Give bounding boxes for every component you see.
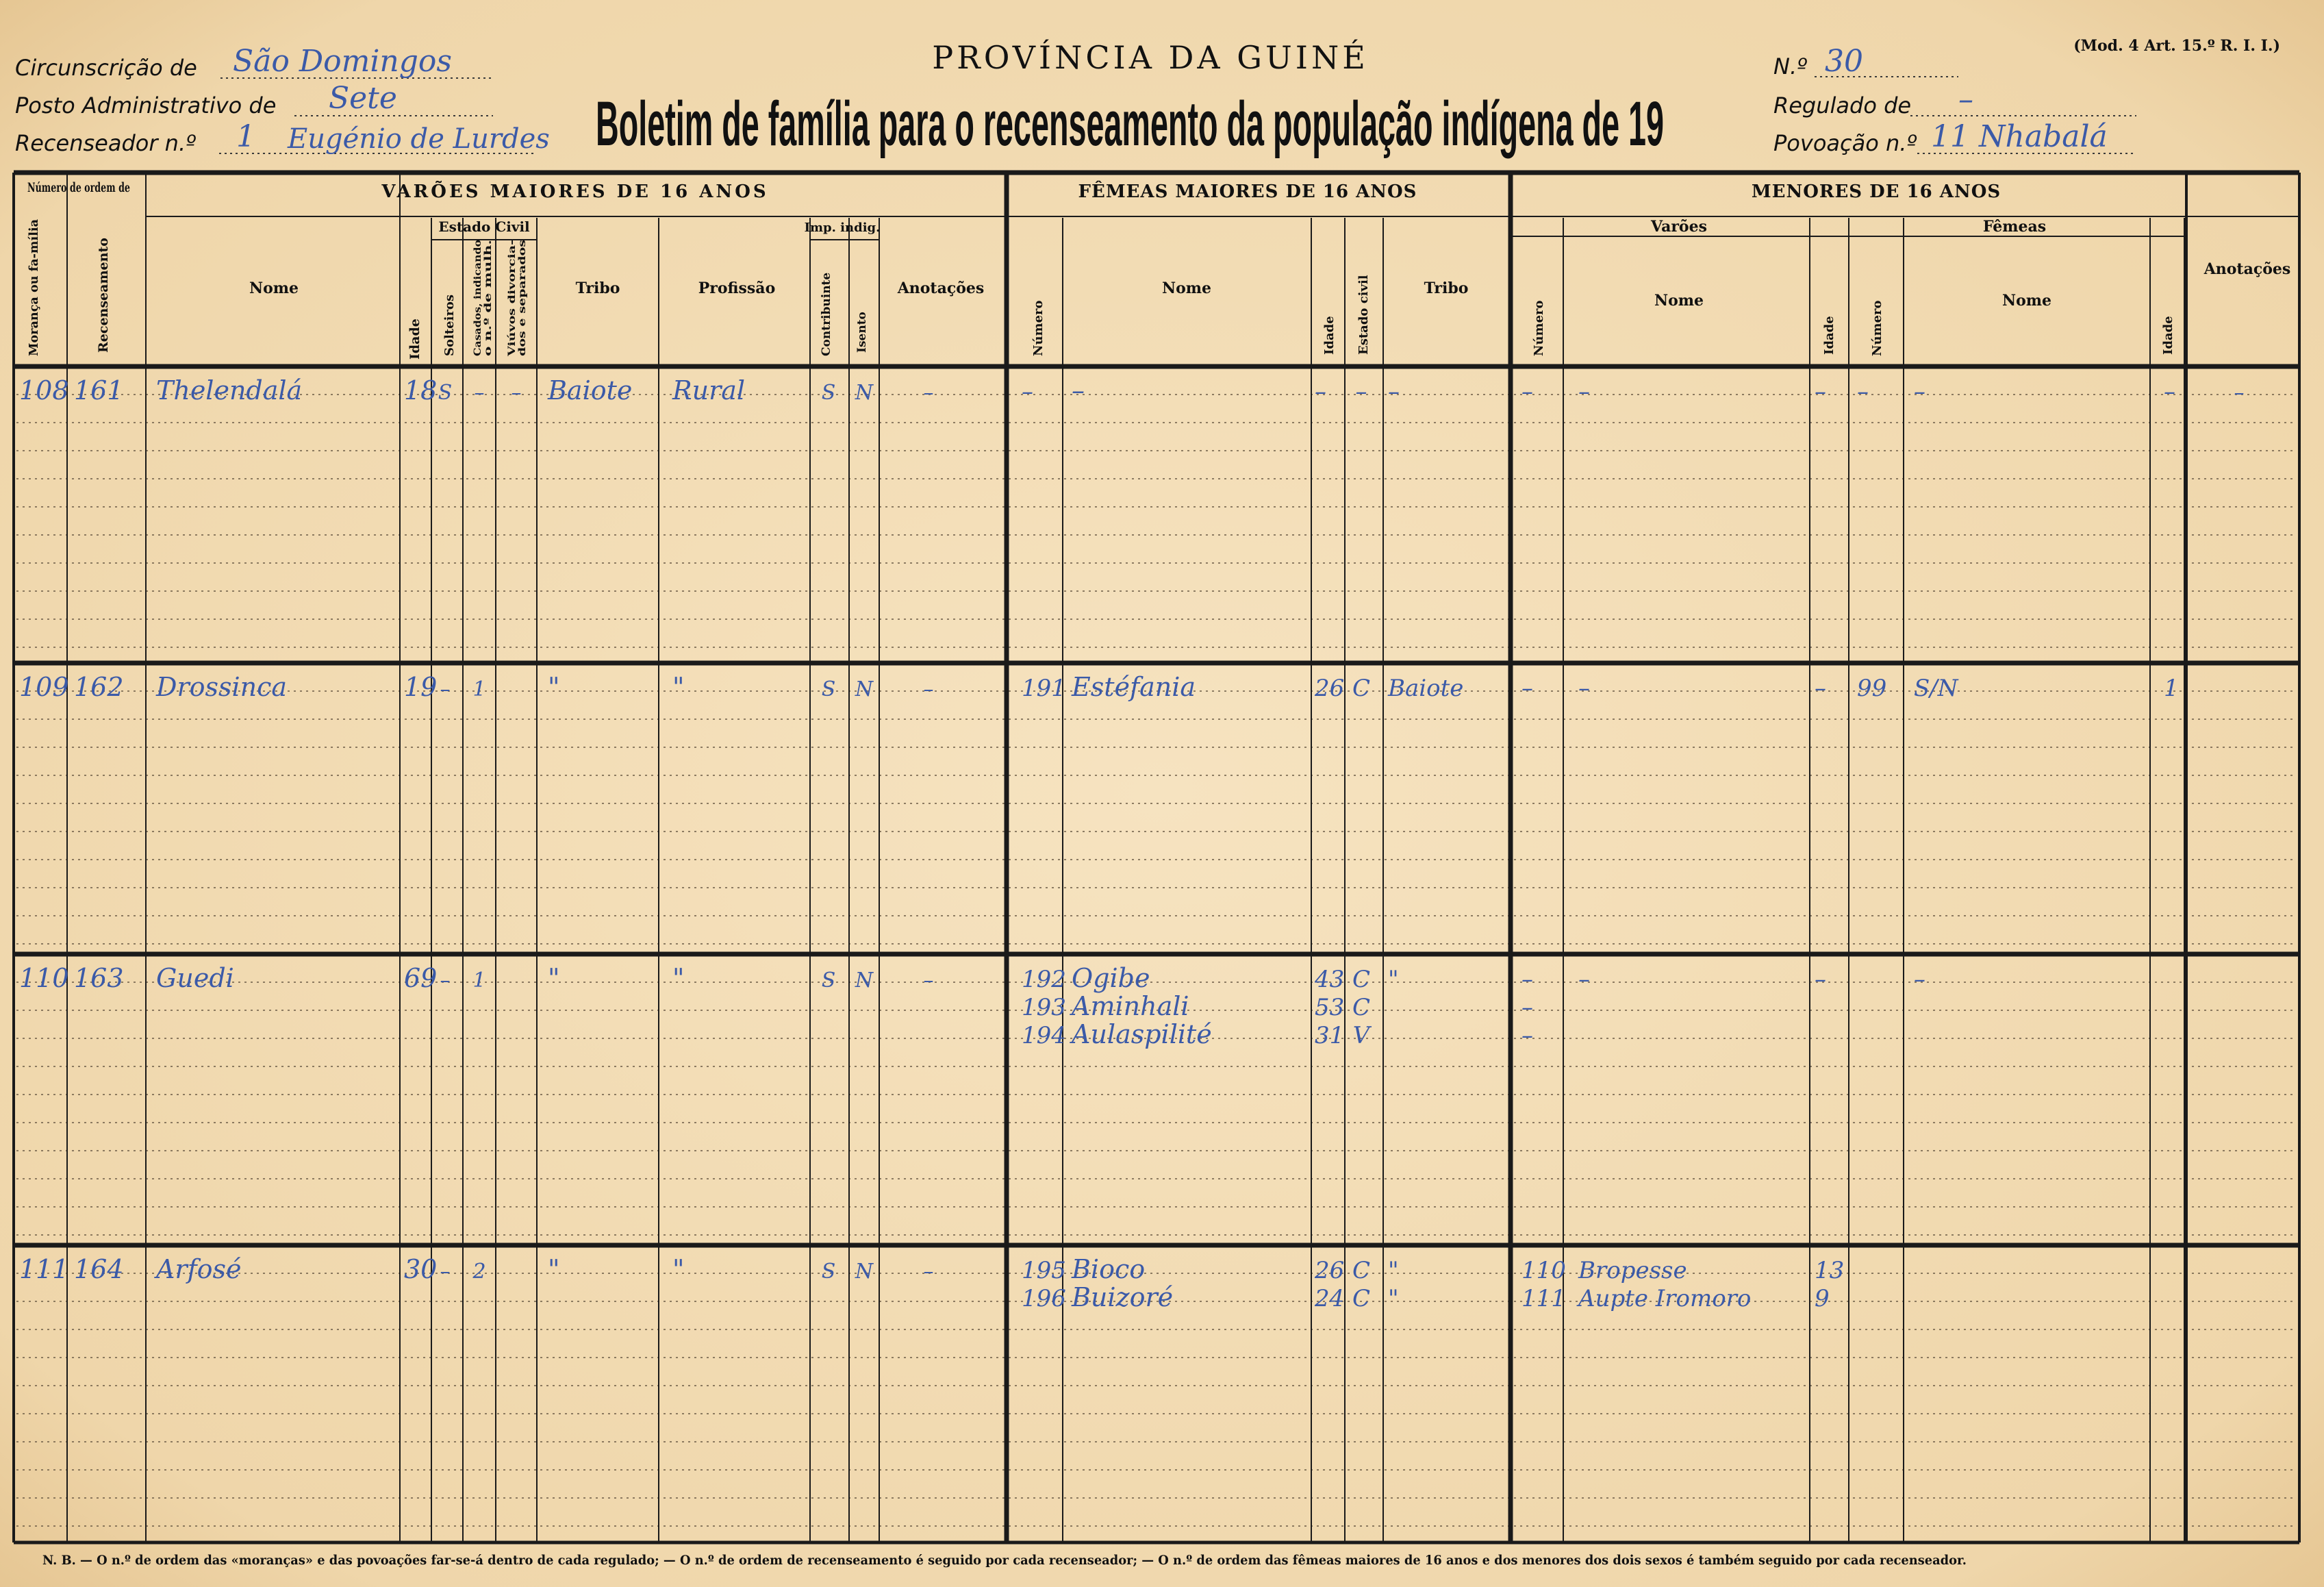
header-estado-civil: Estado Civil <box>438 218 530 235</box>
header-anotacoes-varoes: Anotações <box>897 279 985 297</box>
entry-menor-varao-idade: – <box>1815 966 1826 993</box>
entry-menor-varao-nome: – <box>1578 675 1590 702</box>
entry-femea-tribo: " <box>1388 1285 1399 1312</box>
entry-menor-femea-numero: – <box>1857 378 1869 405</box>
entry-varao-tribo: Baiote <box>548 375 633 405</box>
entry-menor-femea-idade: – <box>2164 378 2175 405</box>
header-tribo-femeas: Tribo <box>1424 279 1469 297</box>
entry-recenseamento: 164 <box>74 1254 124 1284</box>
header-femeas: Fêmeas <box>1982 218 2047 236</box>
entry-femea-nome: Ogibe <box>1072 963 1150 993</box>
entry-femea-tribo: – <box>1388 378 1400 405</box>
entry-contribuinte: S <box>821 677 836 701</box>
entry-femea-idade: 31 <box>1315 1022 1345 1049</box>
entry-menor-varao-numero: – <box>1521 675 1533 702</box>
entry-varao-idade: 19 <box>404 672 438 702</box>
header-numero-menores-femeas: Número <box>1870 300 1884 356</box>
entry-menor-femea-nome: – <box>1914 378 1925 405</box>
entry-contribuinte: S <box>821 381 836 405</box>
entry-femea-nome: Bioco <box>1072 1254 1146 1284</box>
entry-solteiro: – <box>440 969 451 992</box>
header-idade-femeas: Idade <box>1322 316 1337 355</box>
entry-varao-tribo: " <box>548 1254 560 1284</box>
entry-moranca: 108 <box>19 375 69 405</box>
entry-moranca: 109 <box>19 672 69 702</box>
entry-menor-varao-idade: – <box>1815 378 1826 405</box>
entry-menor-varao-idade: – <box>1815 675 1826 702</box>
entry-menor-varao-idade: 9 <box>1815 1285 1830 1312</box>
povoacao-label: Povoação n.º <box>1773 130 1917 156</box>
entry-menor-femea-idade: 1 <box>2164 675 2179 702</box>
entry-varao-nome: Guedi <box>156 963 234 993</box>
header-numero-ordem: Número de ordem de <box>27 180 130 195</box>
entry-varao-tribo: " <box>548 963 560 993</box>
entry-menor-varao-numero: – <box>1521 994 1533 1021</box>
entry-femea-idade: 24 <box>1315 1285 1345 1312</box>
entry-recenseamento: 162 <box>74 672 124 702</box>
entry-femea-numero: 191 <box>1022 675 1066 702</box>
recenseador-name: Eugénio de Lurdes <box>288 123 550 155</box>
entry-varao-idade: 30 <box>404 1254 438 1284</box>
entry-anotacoes: – <box>923 1260 934 1284</box>
header-profissao: Profissão <box>698 279 776 297</box>
header-viuvos-1: Viúvos divorcia- <box>507 270 518 356</box>
entry-femea-nome: Estéfania <box>1072 672 1196 702</box>
entry-anotacoes-right: – <box>2234 381 2245 405</box>
entry-femea-tribo: Baiote <box>1388 675 1464 702</box>
header-viuvos-2: dos e separados <box>517 271 528 356</box>
entry-solteiro: S <box>438 381 453 405</box>
entry-femea-tribo: " <box>1388 966 1399 993</box>
entry-femea-estado-civil: – <box>1355 378 1367 405</box>
numero-value: 30 <box>1825 44 1863 79</box>
numero-label: N.º <box>1773 53 1808 79</box>
form-title: Boletim de família para o recenseamento da população indígena de 19 <box>596 89 1664 159</box>
entry-femea-idade: – <box>1315 378 1326 405</box>
entry-menor-femea-nome: S/N <box>1914 675 1958 702</box>
entry-anotacoes: – <box>923 381 934 405</box>
entry-varao-nome: Thelendalá <box>156 375 303 405</box>
entry-femea-nome: – <box>1072 375 1085 405</box>
recenseador-label: Recenseador n.º <box>15 130 197 156</box>
header-nome-varoes: Nome <box>249 279 299 297</box>
entry-profissao: " <box>672 963 685 993</box>
entry-viuvo: – <box>511 381 522 405</box>
entry-varao-tribo: " <box>548 672 560 702</box>
regulado-value: – <box>1958 82 1973 117</box>
entry-menor-varao-numero: – <box>1521 378 1533 405</box>
header-estado-civil-femeas: Estado civil <box>1356 275 1371 355</box>
header-anotacoes-right: Anotações <box>2203 260 2291 278</box>
posto-value: Sete <box>329 81 397 116</box>
header-femeas-group: FÊMEAS MAIORES DE 16 ANOS <box>1078 182 1417 202</box>
entry-anotacoes: – <box>923 969 934 992</box>
entry-menor-varao-nome: – <box>1578 378 1590 405</box>
entry-femea-tribo: " <box>1388 1257 1399 1284</box>
entry-femea-estado-civil: C <box>1352 1257 1371 1284</box>
entry-contribuinte: S <box>821 1260 836 1284</box>
entry-solteiro: – <box>440 1260 451 1284</box>
entry-anotacoes: – <box>923 677 934 701</box>
entry-varao-nome: Arfosé <box>156 1254 242 1284</box>
header-moranca: Morança ou fa-mília <box>27 216 41 356</box>
model-reference: (Mod. 4 Art. 15.º R. I. I.) <box>2073 37 2280 55</box>
entry-isento: N <box>855 969 874 992</box>
povoacao-value: 11 Nhabalá <box>1931 119 2108 154</box>
entry-varao-nome: Drossinca <box>156 672 288 702</box>
entry-femea-nome: Aulaspilité <box>1072 1019 1212 1049</box>
entry-femea-nome: Aminhali <box>1072 991 1189 1021</box>
entry-moranca: 110 <box>19 963 69 993</box>
entry-femea-numero: – <box>1022 378 1033 405</box>
entry-isento: N <box>855 1260 874 1284</box>
header-nome-femeas: Nome <box>1161 279 1212 297</box>
header-idade-varoes: Idade <box>407 318 422 360</box>
posto-label: Posto Administrativo de <box>15 92 277 118</box>
entry-solteiro: – <box>440 677 451 701</box>
entry-menor-femea-nome: – <box>1914 966 1925 993</box>
recenseador-value: 1 <box>236 119 255 154</box>
entry-menor-varao-nome: Aupte Iromoro <box>1578 1285 1752 1312</box>
entry-casado: 1 <box>472 677 486 701</box>
entry-menor-varao-idade: 13 <box>1815 1257 1845 1284</box>
header-casados-1: Casados, indicando <box>472 252 483 356</box>
header-imp-indig: Imp. indig. <box>804 221 881 235</box>
entry-varao-idade: 18 <box>404 375 438 405</box>
header-nome-menores-femeas: Nome <box>2001 292 2052 310</box>
entry-menor-varao-nome: – <box>1578 966 1590 993</box>
entry-femea-estado-civil: C <box>1352 994 1371 1021</box>
entry-profissao: Rural <box>672 375 746 405</box>
header-tribo-varoes: Tribo <box>575 279 620 297</box>
header-recenseamento: Recenseamento <box>96 238 111 353</box>
entry-femea-estado-civil: C <box>1352 675 1371 702</box>
entry-femea-numero: 193 <box>1022 994 1066 1021</box>
header-idade-menores-femeas: Idade <box>2161 316 2175 355</box>
entry-menor-femea-numero: 99 <box>1857 675 1887 702</box>
header-contribuinte: Contribuinte <box>820 272 833 356</box>
entry-contribuinte: S <box>821 969 836 992</box>
entry-femea-nome: Buizoré <box>1072 1282 1174 1312</box>
entry-menor-varao-numero: 111 <box>1521 1285 1566 1312</box>
entry-profissao: " <box>672 672 685 702</box>
footer-note: N. B. — O n.º de ordem das «moranças» e das povoações far-se-á dentro de cada regulado; — O n.º de ordem de recenseamento é seguido por cada recenseador; — O n.º de ordem das fêmeas maiores de 16 anos e dos menores dos dois sexos é também seguido por cada recenseador. <box>42 1553 1967 1568</box>
entry-isento: N <box>855 381 874 405</box>
entry-femea-estado-civil: C <box>1352 1285 1371 1312</box>
header-menores-group: MENORES DE 16 ANOS <box>1751 182 2001 202</box>
header-nome-menores-varoes: Nome <box>1654 292 1704 310</box>
entry-casado: – <box>474 381 485 405</box>
entry-menor-varao-numero: – <box>1521 966 1533 993</box>
entry-menor-varao-nome: Bropesse <box>1578 1257 1687 1284</box>
entry-profissao: " <box>672 1254 685 1284</box>
entry-moranca: 111 <box>19 1254 69 1284</box>
entry-femea-idade: 26 <box>1315 675 1345 702</box>
entry-femea-numero: 194 <box>1022 1022 1066 1049</box>
province-heading: PROVÍNCIA DA GUINÉ <box>932 39 1369 76</box>
entry-femea-numero: 195 <box>1022 1257 1066 1284</box>
header-isento: Isento <box>855 312 869 353</box>
entry-femea-idade: 26 <box>1315 1257 1345 1284</box>
entry-menor-varao-numero: – <box>1521 1022 1533 1049</box>
header-numero-menores-varoes: Número <box>1532 300 1546 356</box>
entry-recenseamento: 161 <box>74 375 124 405</box>
entry-femea-numero: 196 <box>1022 1285 1066 1312</box>
entry-casado: 2 <box>472 1260 486 1284</box>
header-varoes: Varões <box>1651 218 1707 236</box>
entry-femea-idade: 53 <box>1315 994 1345 1021</box>
header-numero-femeas: Número <box>1031 300 1046 356</box>
header-idade-menores-varoes: Idade <box>1822 316 1836 355</box>
entry-menor-varao-numero: 110 <box>1521 1257 1566 1284</box>
entry-femea-numero: 192 <box>1022 966 1066 993</box>
circunscricao-value: São Domingos <box>233 44 452 79</box>
header-solteiros: Solteiros <box>442 294 457 356</box>
entry-recenseamento: 163 <box>74 963 124 993</box>
circunscricao-label: Circunscrição de <box>15 55 197 81</box>
header-varoes-group: VARÕES MAIORES DE 16 ANOS <box>381 182 769 202</box>
entry-casado: 1 <box>472 969 486 992</box>
entry-isento: N <box>855 677 874 701</box>
entry-varao-idade: 69 <box>404 963 438 993</box>
entry-femea-estado-civil: C <box>1352 966 1371 993</box>
entry-femea-idade: 43 <box>1315 966 1345 993</box>
regulado-label: Regulado de <box>1773 92 1912 118</box>
header-casados-2: o n.º de mulh. <box>483 280 494 356</box>
entry-femea-estado-civil: V <box>1352 1022 1370 1049</box>
